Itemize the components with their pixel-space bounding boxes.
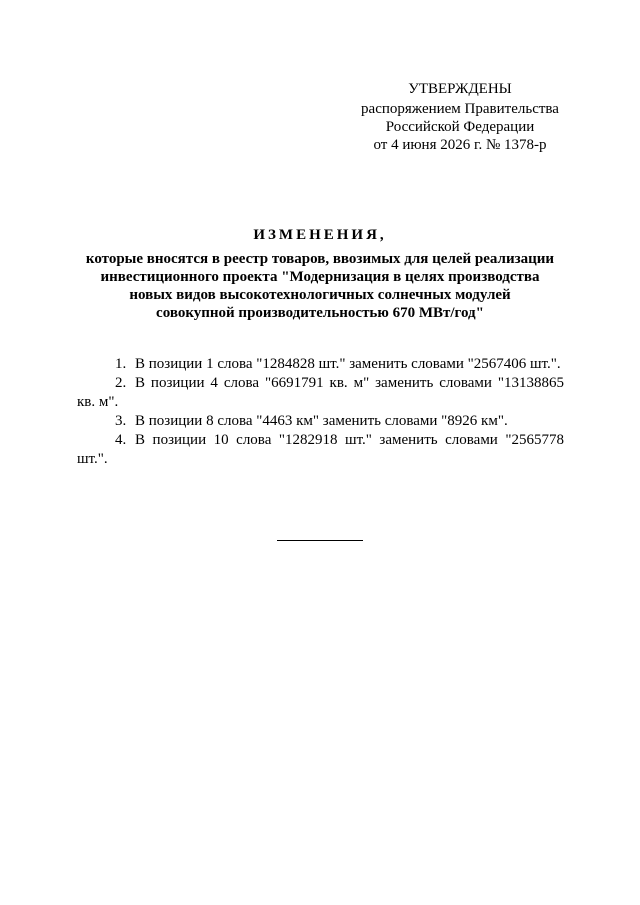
approval-block [340, 80, 580, 154]
amendment-number: 1. [115, 356, 127, 372]
subtitle-line: новых видов высокотехнологичных солнечных модулей [129, 287, 511, 303]
document-heading [60, 226, 580, 322]
subtitle-line: инвестиционного проекта "Модернизация в целях производства [100, 269, 540, 285]
amendment-text: В позиции 4 слова "6691791 кв. м" заменить словами "13138865 кв. м". [77, 375, 564, 410]
amendment-text: В позиции 1 слова "1284828 шт." заменить словами "2567406 шт.". [135, 356, 561, 372]
amendment-item [77, 412, 564, 431]
subtitle-line: совокупной производительностью 670 МВт/год" [156, 305, 484, 321]
amendment-item [77, 355, 564, 374]
approval-stamp: УТВЕРЖДЕНЫ [408, 81, 512, 97]
document-subtitle [60, 250, 580, 322]
amendment-number: 2. [115, 375, 127, 391]
amendment-item [77, 431, 564, 469]
amendment-text: В позиции 10 слова "1282918 шт." заменить словами "2565778 шт.". [77, 432, 564, 467]
subtitle-line: которые вносятся в реестр товаров, ввозимых для целей реализации [85, 251, 555, 267]
amendment-number: 4. [115, 432, 127, 448]
approval-line-date: от 4 июня 2026 г. № 1378-р [373, 137, 547, 153]
document-title: ИЗМЕНЕНИЯ, [253, 227, 387, 243]
approval-line-authority: распоряжением Правительства [361, 101, 559, 117]
amendment-text: В позиции 8 слова "4463 км" заменить словами "8926 км". [135, 413, 508, 429]
amendment-item [77, 374, 564, 412]
approval-line-country: Российской Федерации [385, 119, 535, 135]
amendment-number: 3. [115, 413, 127, 429]
end-divider [277, 540, 363, 541]
amendments-list [77, 355, 564, 469]
